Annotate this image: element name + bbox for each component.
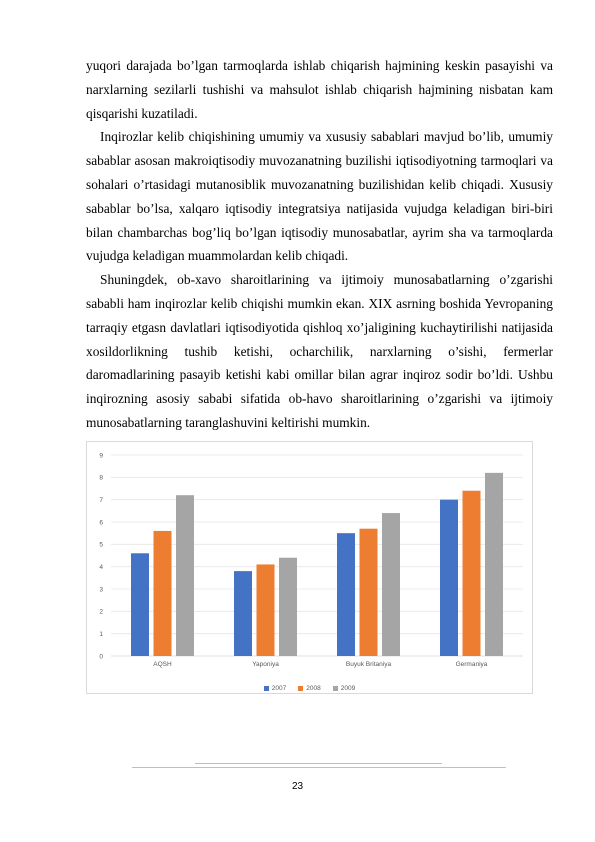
bar-2009 [176, 495, 194, 656]
bar-2008 [360, 529, 378, 656]
legend-label: 2007 [271, 684, 287, 692]
y-tick-label: 2 [99, 608, 103, 616]
bar-2009 [279, 558, 297, 656]
x-tick-label: Germaniya [455, 661, 488, 668]
legend-label: 2009 [340, 684, 356, 692]
x-tick-label: Yaponiya [252, 661, 279, 668]
paragraph-1: yuqori darajada bo’lgan tarmoqlarda ishlab chiqarish hajmining keskin pasayishi va narxlarning sezilarli tushishi va mahsulot ishlab chiqarish hajmining nisbatan kam qisqarishi kuzatiladi. [86, 58, 553, 121]
footer-line-short [195, 763, 442, 764]
legend-item [264, 682, 286, 694]
bar-chart [86, 441, 533, 694]
legend-label: 2008 [306, 684, 321, 692]
bar-2008 [154, 531, 172, 656]
legend-swatch [333, 686, 338, 691]
y-tick-label: 1 [99, 630, 103, 638]
footer-line [132, 767, 506, 768]
bar-2007 [234, 571, 252, 656]
bar-2009 [485, 473, 503, 656]
y-tick-label: 3 [99, 586, 103, 594]
y-tick-label: 9 [99, 452, 103, 460]
paragraph-3: Shuningdek, ob-xavo sharoitlarining va ijtimoiy munosabatlarning o’zgarishi sababli ham inqirozlar kelib chiqishi mumkin ekan. XIX asrning boshida Yevropaning tarraqiy etgasn davlatlari iqtisodiyotida qishloq xo’jaligining kuchaytirilishi natijasida xosildorlikning tushib ketishi, ocharchilik, narxlarning o’sishi, fermerlar daromadlarining pasayib ketishi kabi omillar bilan agrar inqiroz sodir bo’ldi. Ushbu inqirozning asosiy sababi sifatida ob-havo sharoitlarining o’zgarishi va ijtimoiy munosabatlarning taranglashuvini keltirishi mumkin. [86, 272, 553, 430]
legend-swatch [298, 686, 303, 691]
bar-2008 [257, 564, 275, 656]
y-tick-label: 0 [99, 653, 103, 661]
body-text [86, 54, 553, 435]
y-tick-label: 4 [99, 563, 103, 571]
x-tick-label: Buyuk Britaniya [345, 661, 392, 668]
legend-item [333, 682, 355, 694]
bar-2007 [131, 553, 149, 656]
legend-item [298, 682, 320, 694]
x-tick-label: AQSH [153, 661, 172, 668]
bar-2008 [463, 491, 481, 656]
y-tick-label: 8 [99, 474, 103, 482]
bar-2007 [337, 533, 355, 656]
chart-legend [87, 682, 532, 694]
chart-canvas [87, 442, 532, 693]
y-tick-label: 6 [99, 519, 103, 527]
page-number: 23 [291, 781, 304, 792]
y-tick-label: 7 [99, 496, 103, 504]
legend-swatch [264, 686, 269, 691]
bar-2009 [382, 513, 400, 656]
paragraph-2: Inqirozlar kelib chiqishining umumiy va xususiy sabablari mavjud bo’lib, umumiy sabablar asosan makroiqtisodiy muvozanatning buzilishi iqtisodiyotning tarmoqlari va sohalari o’rtasidagi mutanosiblik muvozanatning buzilishidan kelib chiqadi. Xususiy sabablar bo’lsa, xalqaro iqtisodiy integratsiya natijasida vujudga keladigan biri-biri bilan chambarchas bog’liq bo’lgan iqtisodiy munosabatlar, ayrim sha va tarmoqlarda vujudga keladigan muammolardan kelib chiqadi. [86, 129, 553, 264]
bar-2007 [440, 500, 458, 656]
y-tick-label: 5 [99, 541, 103, 549]
